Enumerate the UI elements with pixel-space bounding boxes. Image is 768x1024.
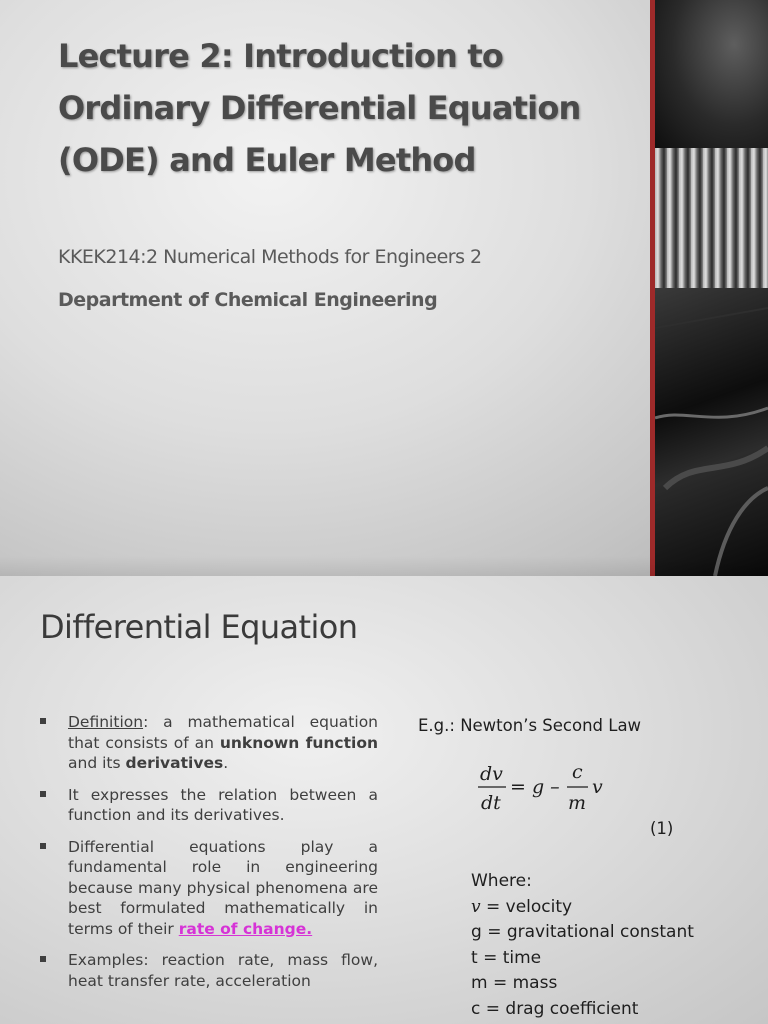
rate-of-change-link[interactable]: rate of change.	[178, 919, 313, 938]
photo-panel-top	[655, 0, 768, 148]
def-drag: c = drag coefficient	[471, 998, 639, 1019]
slide-bottom-shadow	[0, 556, 768, 576]
definition-end: .	[223, 754, 229, 772]
def-mass: m = mass	[471, 973, 558, 993]
bullet-definition	[40, 712, 378, 774]
velocity-text: = velocity	[480, 896, 573, 917]
eq-dv: dv	[480, 763, 503, 785]
bullet-marker	[40, 791, 46, 797]
title-line-3: (ODE) and Euler Method	[58, 141, 476, 179]
definition-term: Definition	[68, 713, 144, 731]
bullet-marker	[40, 956, 46, 962]
equation-number: (1)	[650, 819, 674, 838]
lecture-title	[58, 30, 638, 186]
eq-v: v	[592, 776, 603, 798]
definition-bold-a: unknown function	[219, 733, 379, 752]
department-name: Department of Chemical Engineering	[58, 289, 438, 311]
slide-title: Differential Equation	[40, 608, 358, 646]
def-time: t = time	[471, 947, 542, 968]
decorative-photo-strip	[655, 0, 768, 576]
bullet-marker	[40, 718, 46, 724]
eq-middle: = g –	[510, 776, 560, 798]
title-line-2: Ordinary Differential Equation	[58, 89, 581, 127]
eq-m: m	[568, 792, 587, 814]
relation-text: It expresses the relation between a function and its derivatives.	[68, 785, 378, 824]
bullet-relation	[40, 785, 378, 826]
photo-panel-ribbed	[655, 148, 768, 288]
example-label: E.g.: Newton’s Second Law	[418, 716, 642, 735]
eq-c: c	[572, 761, 583, 783]
bullet-marker	[40, 843, 46, 849]
definition-text-b: and its	[68, 754, 126, 772]
definition-text-a: : a mathematical equation that consists of an	[68, 713, 378, 752]
role-text: Differential equations play a fundamental role in engineering because many physical phenomena are best formulated mathematically in terms of their	[68, 837, 378, 938]
where-label: Where:	[471, 871, 532, 891]
title-line-1: Lecture 2: Introduction to	[58, 37, 504, 75]
bullet-examples	[40, 950, 378, 991]
newton-equation	[478, 760, 618, 820]
variable-definitions	[471, 869, 694, 1022]
velocity-symbol: v	[471, 896, 481, 917]
course-code: KKEK214:2 Numerical Methods for Engineers 2	[58, 246, 482, 268]
def-velocity	[471, 895, 694, 921]
bullet-role	[40, 837, 378, 940]
eq-dt: dt	[481, 792, 501, 814]
bullet-list	[40, 712, 378, 1002]
examples-text: Examples: reaction rate, mass flow, heat transfer rate, acceleration	[68, 951, 378, 990]
photo-panel-curve	[655, 288, 768, 576]
definition-bold-b: derivatives	[125, 754, 224, 772]
content-slide	[0, 576, 768, 1024]
def-gravity: g = gravitational constant	[471, 922, 694, 942]
